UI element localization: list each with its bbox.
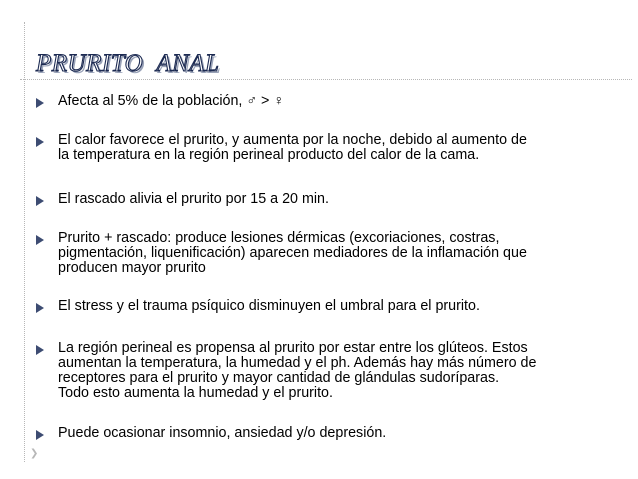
chevron-right-icon: ❯ — [30, 448, 39, 459]
left-divider — [24, 22, 25, 462]
triangle-right-icon — [36, 345, 44, 355]
triangle-right-icon — [36, 137, 44, 147]
triangle-right-icon — [36, 430, 44, 440]
triangle-right-icon — [36, 98, 44, 108]
title-divider — [20, 79, 632, 80]
bullet-text: Afecta al 5% de la población, ♂ > ♀ — [58, 93, 285, 109]
triangle-right-icon — [36, 303, 44, 313]
bullet-text: Prurito + rascado: produce lesiones dérmicas (excoriaciones, costras, pigmentación, liquenificación) aparecen mediadores de la inflamación que producen mayor prurito — [58, 230, 527, 276]
bullet-text: Puede ocasionar insomnio, ansiedad y/o depresión. — [58, 425, 387, 441]
triangle-right-icon — [36, 235, 44, 245]
bullet-text: El calor favorece el prurito, y aumenta por la noche, debido al aumento de la temperatura en la región perineal producto del calor de la cama. — [58, 132, 527, 163]
bullet-text: El rascado alivia el prurito por 15 a 20 min. — [58, 191, 329, 207]
slide-title: PRURITO ANAL — [36, 50, 220, 77]
triangle-right-icon — [36, 196, 44, 206]
bullet-text: El stress y el trauma psíquico disminuyen el umbral para el prurito. — [58, 298, 480, 314]
bullet-text: La región perineal es propensa al prurito por estar entre los glúteos. Estos aumentan la temperatura, la humedad y el ph. Además hay más número de receptores para el prurito y mayor cantidad de glándulas sudoríparas. Todo esto aumenta la humedad y el prurito. — [58, 340, 537, 401]
